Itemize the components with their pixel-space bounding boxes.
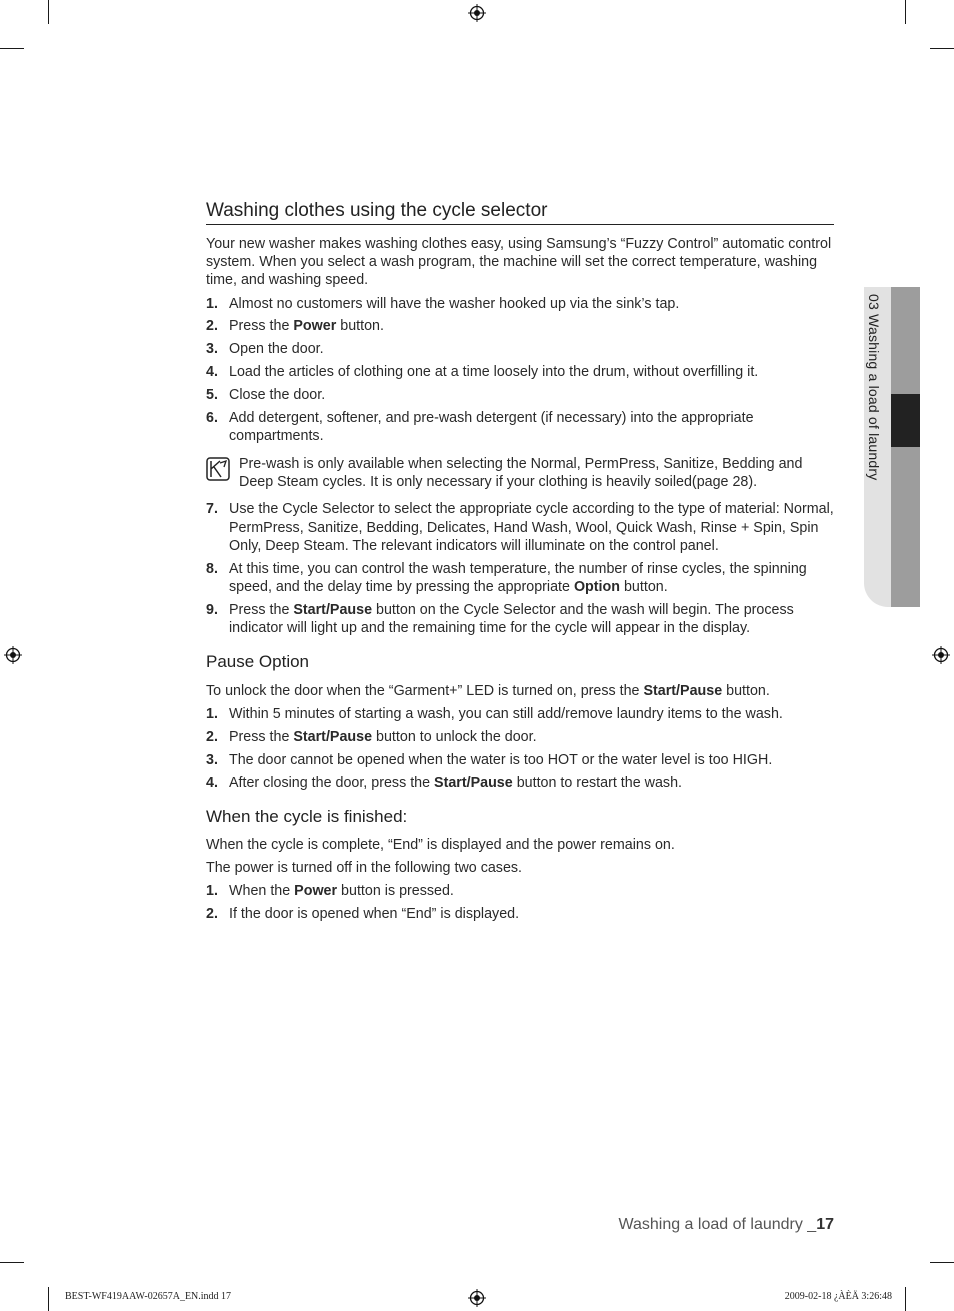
list-item bbox=[206, 500, 834, 555]
list-item bbox=[206, 705, 834, 723]
list-item bbox=[206, 386, 834, 404]
list-item bbox=[206, 363, 834, 381]
list-item bbox=[206, 601, 834, 637]
print-slug-right: 2009-02-18 ¿ÀÈÄ 3:26:48 bbox=[784, 1291, 892, 1302]
list-item bbox=[206, 751, 834, 769]
crop-mark bbox=[930, 48, 954, 49]
page-footer: Washing a load of laundry _17 bbox=[618, 1216, 834, 1233]
list-item bbox=[206, 340, 834, 358]
main-content bbox=[206, 198, 834, 923]
list-item bbox=[206, 317, 834, 335]
step-text: When the bbox=[229, 883, 295, 900]
page-number: 17 bbox=[816, 1216, 834, 1233]
registration-mark-icon bbox=[932, 646, 950, 664]
steps-list bbox=[206, 705, 834, 792]
list-item bbox=[206, 774, 834, 792]
step-text: After closing the door, press the bbox=[229, 774, 435, 791]
chapter-tab-label: 03 Washing a load of laundry bbox=[866, 294, 882, 481]
step-text: Press the bbox=[229, 601, 294, 618]
step-number: 1. bbox=[206, 295, 218, 312]
step-text: button. bbox=[336, 318, 384, 335]
list-item bbox=[206, 882, 834, 900]
cycle-finished-title: When the cycle is finished: bbox=[206, 806, 408, 826]
list-item bbox=[206, 728, 834, 746]
step-text: If the door is opened when “End” is displayed. bbox=[229, 906, 520, 923]
step-number: 4. bbox=[206, 774, 218, 791]
step-number: 9. bbox=[206, 601, 218, 618]
step-number: 2. bbox=[206, 318, 218, 335]
step-emphasis: Option bbox=[573, 578, 620, 595]
step-text: Load the articles of clothing one at a time loosely into the drum, without overfilling it. bbox=[229, 364, 759, 380]
step-emphasis: Start/Pause bbox=[293, 729, 373, 746]
crop-mark bbox=[48, 0, 49, 24]
step-text: button. bbox=[620, 578, 668, 595]
step-emphasis: Start/Pause bbox=[293, 601, 373, 618]
chapter-tab-indicator bbox=[891, 394, 920, 447]
steps-list bbox=[206, 500, 834, 637]
step-emphasis: Power bbox=[293, 318, 337, 335]
step-text: button is pressed. bbox=[337, 883, 454, 900]
step-number: 2. bbox=[206, 906, 218, 923]
step-emphasis: Start/Pause bbox=[434, 774, 513, 791]
list-item bbox=[206, 409, 834, 445]
note-text: Pre-wash is only available when selecting the Normal, PermPress, Sanitize, Bedding and Deep Steam cycles. It is only necessary if your clothing is heavily soiled(page 28). bbox=[239, 456, 803, 491]
crop-mark bbox=[905, 0, 906, 24]
list-item bbox=[206, 560, 834, 596]
step-number: 5. bbox=[206, 386, 218, 403]
registration-mark-icon bbox=[468, 1289, 486, 1307]
finished-line: When the cycle is complete, “End” is displayed and the power remains on. bbox=[206, 836, 675, 853]
step-text: button on the Cycle Selector and the wash will begin. The process indicator will light up and the remaining time for the cycle will appear in the display. bbox=[229, 601, 794, 636]
step-text: Press the bbox=[229, 318, 294, 335]
step-number: 4. bbox=[206, 364, 218, 380]
note-block bbox=[206, 455, 834, 491]
step-text: button to unlock the door. bbox=[372, 729, 537, 746]
step-text: Close the door. bbox=[229, 386, 326, 403]
steps-list bbox=[206, 882, 834, 923]
registration-mark-icon bbox=[468, 4, 486, 22]
crop-mark bbox=[930, 1262, 954, 1263]
step-number: 6. bbox=[206, 409, 218, 426]
print-slug-left: BEST-WF419AAW-02657A_EN.indd 17 bbox=[65, 1291, 232, 1302]
step-text: Within 5 minutes of starting a wash, you can still add/remove laundry items to the wash. bbox=[229, 706, 783, 723]
crop-mark bbox=[0, 1262, 24, 1263]
step-text: Open the door. bbox=[229, 341, 324, 358]
step-text: The door cannot be opened when the water is too HOT or the water level is too HIGH. bbox=[229, 751, 773, 768]
list-item bbox=[206, 295, 834, 313]
steps-list bbox=[206, 295, 834, 445]
chapter-tab-strip bbox=[891, 287, 920, 607]
step-number: 2. bbox=[206, 729, 218, 746]
step-text: At this time, you can control the wash temperature, the number of rinse cycles, the spinning speed, and the delay time by pressing the appropriate bbox=[229, 560, 807, 595]
step-text: Add detergent, softener, and pre-wash detergent (if necessary) into the appropriate compartments. bbox=[229, 409, 754, 444]
intro-paragraph: Your new washer makes washing clothes easy, using Samsung’s “Fuzzy Control” automatic control system. When you select a wash program, the machine will set the correct temperature, washing time, and washing speed. bbox=[206, 236, 832, 289]
step-number: 1. bbox=[206, 706, 218, 723]
crop-mark bbox=[0, 48, 24, 49]
step-text: Press the bbox=[229, 729, 294, 746]
step-number: 3. bbox=[206, 341, 218, 358]
registration-mark-icon bbox=[4, 646, 22, 664]
pause-intro: To unlock the door when the “Garment+” LED is turned on, press the Start/Pause button. bbox=[206, 683, 770, 700]
finished-line: The power is turned off in the following two cases. bbox=[206, 860, 523, 877]
note-pencil-icon bbox=[206, 457, 230, 481]
step-number: 3. bbox=[206, 751, 218, 768]
crop-mark bbox=[48, 1287, 49, 1311]
step-number: 8. bbox=[206, 560, 218, 577]
step-text: Almost no customers will have the washer hooked up via the sink’s tap. bbox=[229, 295, 680, 312]
step-text: button to restart the wash. bbox=[512, 774, 682, 791]
section-title: Washing clothes using the cycle selector bbox=[206, 198, 834, 225]
step-text: Use the Cycle Selector to select the appropriate cycle according to the type of material: Normal, PermPress, Sanitize, Bedding, Delicates, Hand Wash, Wool, Quick Wash, Rinse + Spin, Spin Only, Deep Steam. The relevant indicators will illuminate on the control panel. bbox=[229, 501, 834, 554]
list-item bbox=[206, 905, 834, 923]
pause-option-title: Pause Option bbox=[206, 652, 310, 672]
step-number: 7. bbox=[206, 501, 218, 518]
crop-mark bbox=[905, 1287, 906, 1311]
step-emphasis: Power bbox=[294, 883, 338, 900]
step-number: 1. bbox=[206, 883, 218, 900]
